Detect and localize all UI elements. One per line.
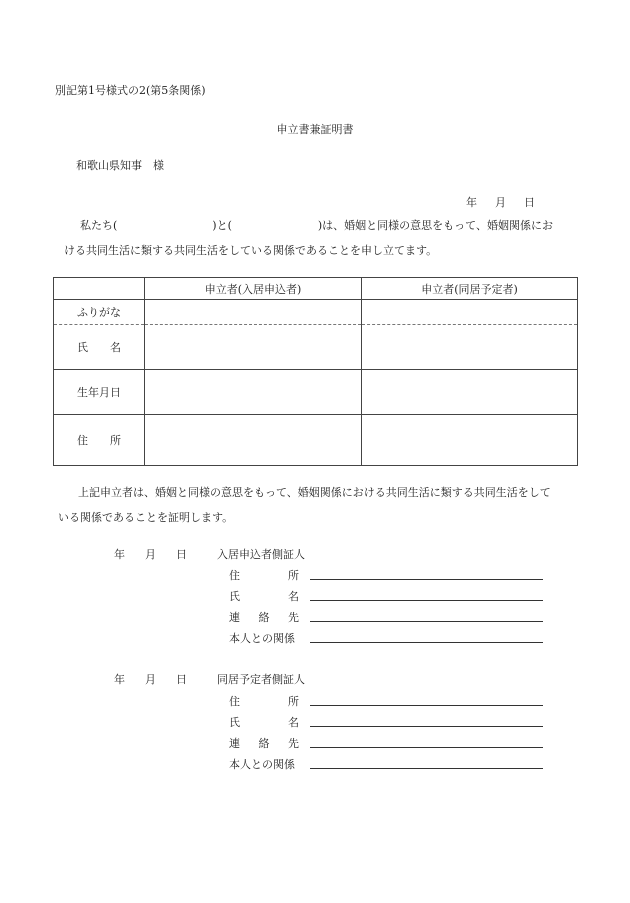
birthdate-cohabitant-cell[interactable] (362, 370, 578, 415)
table-header-row (54, 278, 578, 300)
certifier1-address-label: 住 所 (229, 569, 299, 582)
certifier2-address-label: 住 所 (229, 695, 299, 708)
certifier2-contact-line[interactable] (310, 747, 543, 748)
certification-paragraph (58, 480, 551, 530)
name-applicant-cell[interactable] (145, 325, 362, 370)
year-label: 年 (466, 196, 477, 209)
certifier1-date: 年 月 日 (114, 548, 187, 561)
certifier1-contact-label: 連 絡 先 (229, 611, 299, 624)
certifier1-name-line[interactable] (310, 600, 543, 601)
certifier2-name-label: 氏 名 (229, 716, 299, 729)
row-label-address: 住 所 (54, 415, 145, 466)
table-row (54, 300, 578, 325)
certifier2-contact-label: 連 絡 先 (229, 737, 299, 750)
header-cohabitant: 申立者(同居予定者) (362, 278, 578, 300)
document-title: 申立書兼証明書 (276, 123, 354, 136)
statement-text-c: )は、婚姻と同様の意思をもって、婚姻関係にお (317, 219, 553, 232)
certifier2-name-line[interactable] (310, 726, 543, 727)
table-row (54, 325, 578, 370)
row-label-birthdate: 生年月日 (54, 370, 145, 415)
certifier1-relation-label: 本人との関係 (229, 632, 295, 645)
certifier1-name-label: 氏 名 (229, 590, 299, 603)
furigana-applicant-cell[interactable] (145, 300, 362, 325)
statement-text-b: )と( (212, 219, 232, 232)
certifier2-relation-label: 本人との関係 (229, 758, 295, 771)
birthdate-applicant-cell[interactable] (145, 370, 362, 415)
certifier2-address-line[interactable] (310, 705, 543, 706)
certifier1-relation-line[interactable] (310, 642, 543, 643)
row-label-name: 氏 名 (54, 325, 145, 370)
addressee: 和歌山県知事 様 (76, 159, 164, 172)
certifier2-relation-line[interactable] (310, 768, 543, 769)
header-blank-cell (54, 278, 145, 300)
statement-paragraph (64, 213, 553, 263)
certifier2-date: 年 月 日 (114, 673, 187, 686)
month-label: 月 (495, 196, 506, 209)
certification-line1: 上記申立者は、婚姻と同様の意思をもって、婚姻関係における共同生活に類する共同生活をして (78, 486, 551, 499)
date-header (466, 194, 535, 210)
table-row (54, 370, 578, 415)
address-cohabitant-cell[interactable] (362, 415, 578, 466)
row-label-furigana: ふりがな (54, 300, 145, 325)
certification-line2: いる関係であることを証明します。 (58, 511, 234, 524)
statement-text-line2: ける共同生活に類する共同生活をしている関係であることを申し立てます。 (64, 244, 438, 257)
statement-text-a: 私たち( (80, 219, 118, 232)
day-label: 日 (524, 196, 535, 209)
furigana-cohabitant-cell[interactable] (362, 300, 578, 325)
header-applicant: 申立者(入居申込者) (145, 278, 362, 300)
certifier1-address-line[interactable] (310, 579, 543, 580)
applicant-table (53, 277, 578, 466)
name-cohabitant-cell[interactable] (362, 325, 578, 370)
certifier2-heading: 同居予定者側証人 (217, 673, 305, 686)
certifier1-heading: 入居申込者側証人 (217, 548, 305, 561)
form-reference: 別記第1号様式の2(第5条関係) (55, 84, 206, 97)
address-applicant-cell[interactable] (145, 415, 362, 466)
certifier1-contact-line[interactable] (310, 621, 543, 622)
table-row (54, 415, 578, 466)
